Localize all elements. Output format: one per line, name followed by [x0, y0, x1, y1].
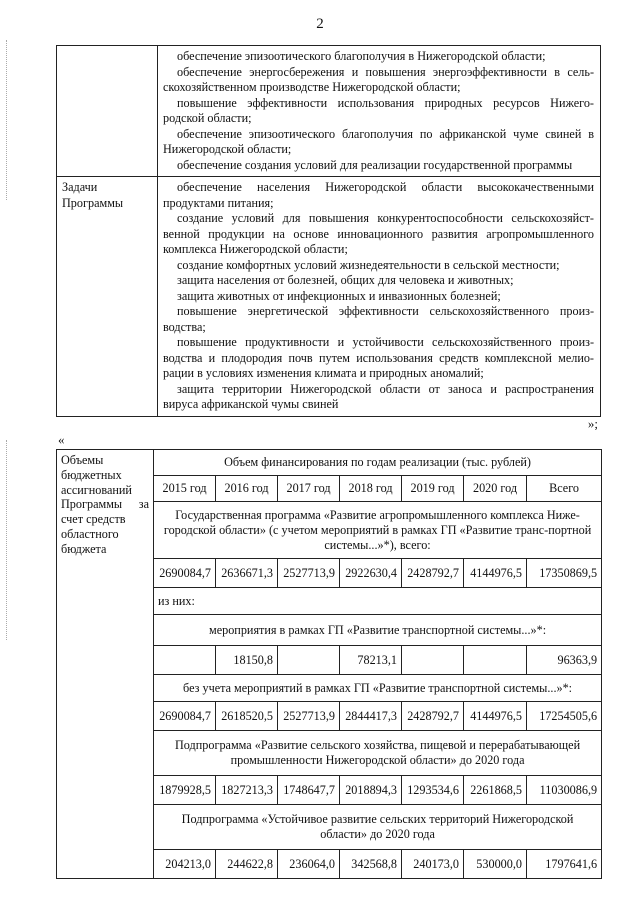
program-goals-table [56, 45, 601, 417]
task-item: повышение энергетической эффективности сельскохозяйственного произ-водства; [163, 304, 594, 334]
total-header: Всего [527, 476, 602, 502]
task-item: защита животных от инфекционных и инвазионных болезней; [177, 288, 501, 303]
value-cell: 342568,8 [340, 850, 402, 879]
value-cell: 2527713,9 [278, 702, 340, 731]
opening-quote: « [58, 432, 65, 447]
year-header: 2018 год [340, 476, 402, 502]
finance-table [56, 449, 602, 879]
value-cell: 2428792,7 [402, 702, 464, 731]
task-item: защита населения от болезней, общих для человека и животных; [177, 273, 514, 287]
tasks-row [57, 177, 601, 417]
value-cell: 2018894,3 [340, 776, 402, 805]
value-cell: 78213,1 [340, 646, 402, 675]
goals-label-cell [57, 46, 158, 177]
closing-quote: »; [587, 416, 598, 431]
value-cell [402, 646, 464, 675]
section-title: Подпрограмма «Развитие сельского хозяйства, пищевой и перерабатывающей промышленности Нижегородской области» до 2020 года [154, 731, 602, 776]
finance-label-row [61, 497, 149, 512]
task-item: создание условий для повышения конкурентоспособности сельскохозяйст-венной продукции на основе инновационного развития агропромышленного комплекса Нижегородской области; [163, 211, 594, 256]
total-cell: 11030086,9 [527, 776, 602, 805]
goal-item: обеспечение создания условий для реализации государственной программы [177, 157, 573, 172]
value-cell: 530000,0 [464, 850, 527, 879]
finance-label-line1: Объемы бюджетных ассигнований [61, 453, 132, 497]
year-header: 2019 год [402, 476, 464, 502]
value-cell: 204213,0 [154, 850, 216, 879]
finance-header: Объем финансирования по годам реализации (тыс. рублей) [154, 450, 602, 476]
total-cell: 17254505,6 [527, 702, 602, 731]
value-cell: 18150,8 [216, 646, 278, 675]
goal-item: обеспечение эпизоотического благополучия по африканской чуме свиней в Нижегородской области; [163, 126, 594, 156]
section-title: мероприятия в рамках ГП «Развитие транспортной системы...»*: [154, 615, 602, 646]
finance-label-cell [57, 450, 154, 879]
finance-label-line2: счет средств областного бюджета [61, 512, 126, 556]
total-cell: 96363,9 [527, 646, 602, 675]
value-cell: 2527713,9 [278, 559, 340, 588]
finance-label-word: за [138, 497, 149, 512]
section-title: без учета мероприятий в рамках ГП «Развитие транспортной системы...»*: [154, 675, 602, 702]
value-cell [278, 646, 340, 675]
value-cell [154, 646, 216, 675]
total-cell: 1797641,6 [527, 850, 602, 879]
scan-edge-mark [6, 40, 8, 200]
goal-item: обеспечение энергосбережения и повышения энергоэффективности в сель-скохозяйственном производстве Нижегородской области; [163, 64, 594, 94]
value-cell: 2428792,7 [402, 559, 464, 588]
value-cell [464, 646, 527, 675]
value-cell: 2261868,5 [464, 776, 527, 805]
value-cell: 2922630,4 [340, 559, 402, 588]
tasks-label: Задачи Программы [57, 177, 158, 417]
value-cell: 236064,0 [278, 850, 340, 879]
value-cell: 2690084,7 [154, 559, 216, 588]
total-cell: 17350869,5 [527, 559, 602, 588]
value-cell: 2844417,3 [340, 702, 402, 731]
tasks-content-cell [158, 177, 601, 417]
goals-content-cell [158, 46, 601, 177]
goal-item: обеспечение эпизоотического благополучия в Нижегородской области; [177, 49, 546, 63]
value-cell: 4144976,5 [464, 559, 527, 588]
goal-item: повышение эффективности использования природных ресурсов Нижего-родской области; [163, 95, 594, 125]
value-cell: 1293534,6 [402, 776, 464, 805]
value-cell: 1748647,7 [278, 776, 340, 805]
year-header: 2020 год [464, 476, 527, 502]
value-cell: 240173,0 [402, 850, 464, 879]
task-item: повышение продуктивности и устойчивости сельскохозяйственного произ-водства и плодородия почв путем использования средств комплексной мелио-рации в условиях изменения климата и природных аномалий; [163, 335, 594, 380]
value-cell: 2636671,3 [216, 559, 278, 588]
scan-edge-mark [6, 440, 8, 640]
page-number: 2 [316, 16, 324, 32]
section-title: Подпрограмма «Устойчивое развитие сельских территорий Нижегородской области» до 2020 года [154, 805, 602, 850]
value-cell: 1879928,5 [154, 776, 216, 805]
goals-row [57, 46, 601, 177]
task-item: защита территории Нижегородской области от заноса и распространения вируса африканской чумы свиней [163, 381, 594, 411]
value-cell: 4144976,5 [464, 702, 527, 731]
section-title: из них: [154, 588, 602, 615]
value-cell: 2690084,7 [154, 702, 216, 731]
year-header: 2015 год [154, 476, 216, 502]
finance-label-word: Программы [61, 497, 123, 512]
value-cell: 244622,8 [216, 850, 278, 879]
section-title: Государственная программа «Развитие агропромышленного комплекса Ниже-городской области» (с учетом мероприятий в рамках ГП «Развитие транс-портной системы...»*), всего: [154, 502, 602, 559]
task-item: создание комфортных условий жизнедеятельности в сельской местности; [177, 257, 560, 272]
year-header: 2016 год [216, 476, 278, 502]
year-header: 2017 год [278, 476, 340, 502]
task-item: обеспечение населения Нижегородской области высококачественными продуктами питания; [163, 180, 594, 210]
value-cell: 1827213,3 [216, 776, 278, 805]
value-cell: 2618520,5 [216, 702, 278, 731]
